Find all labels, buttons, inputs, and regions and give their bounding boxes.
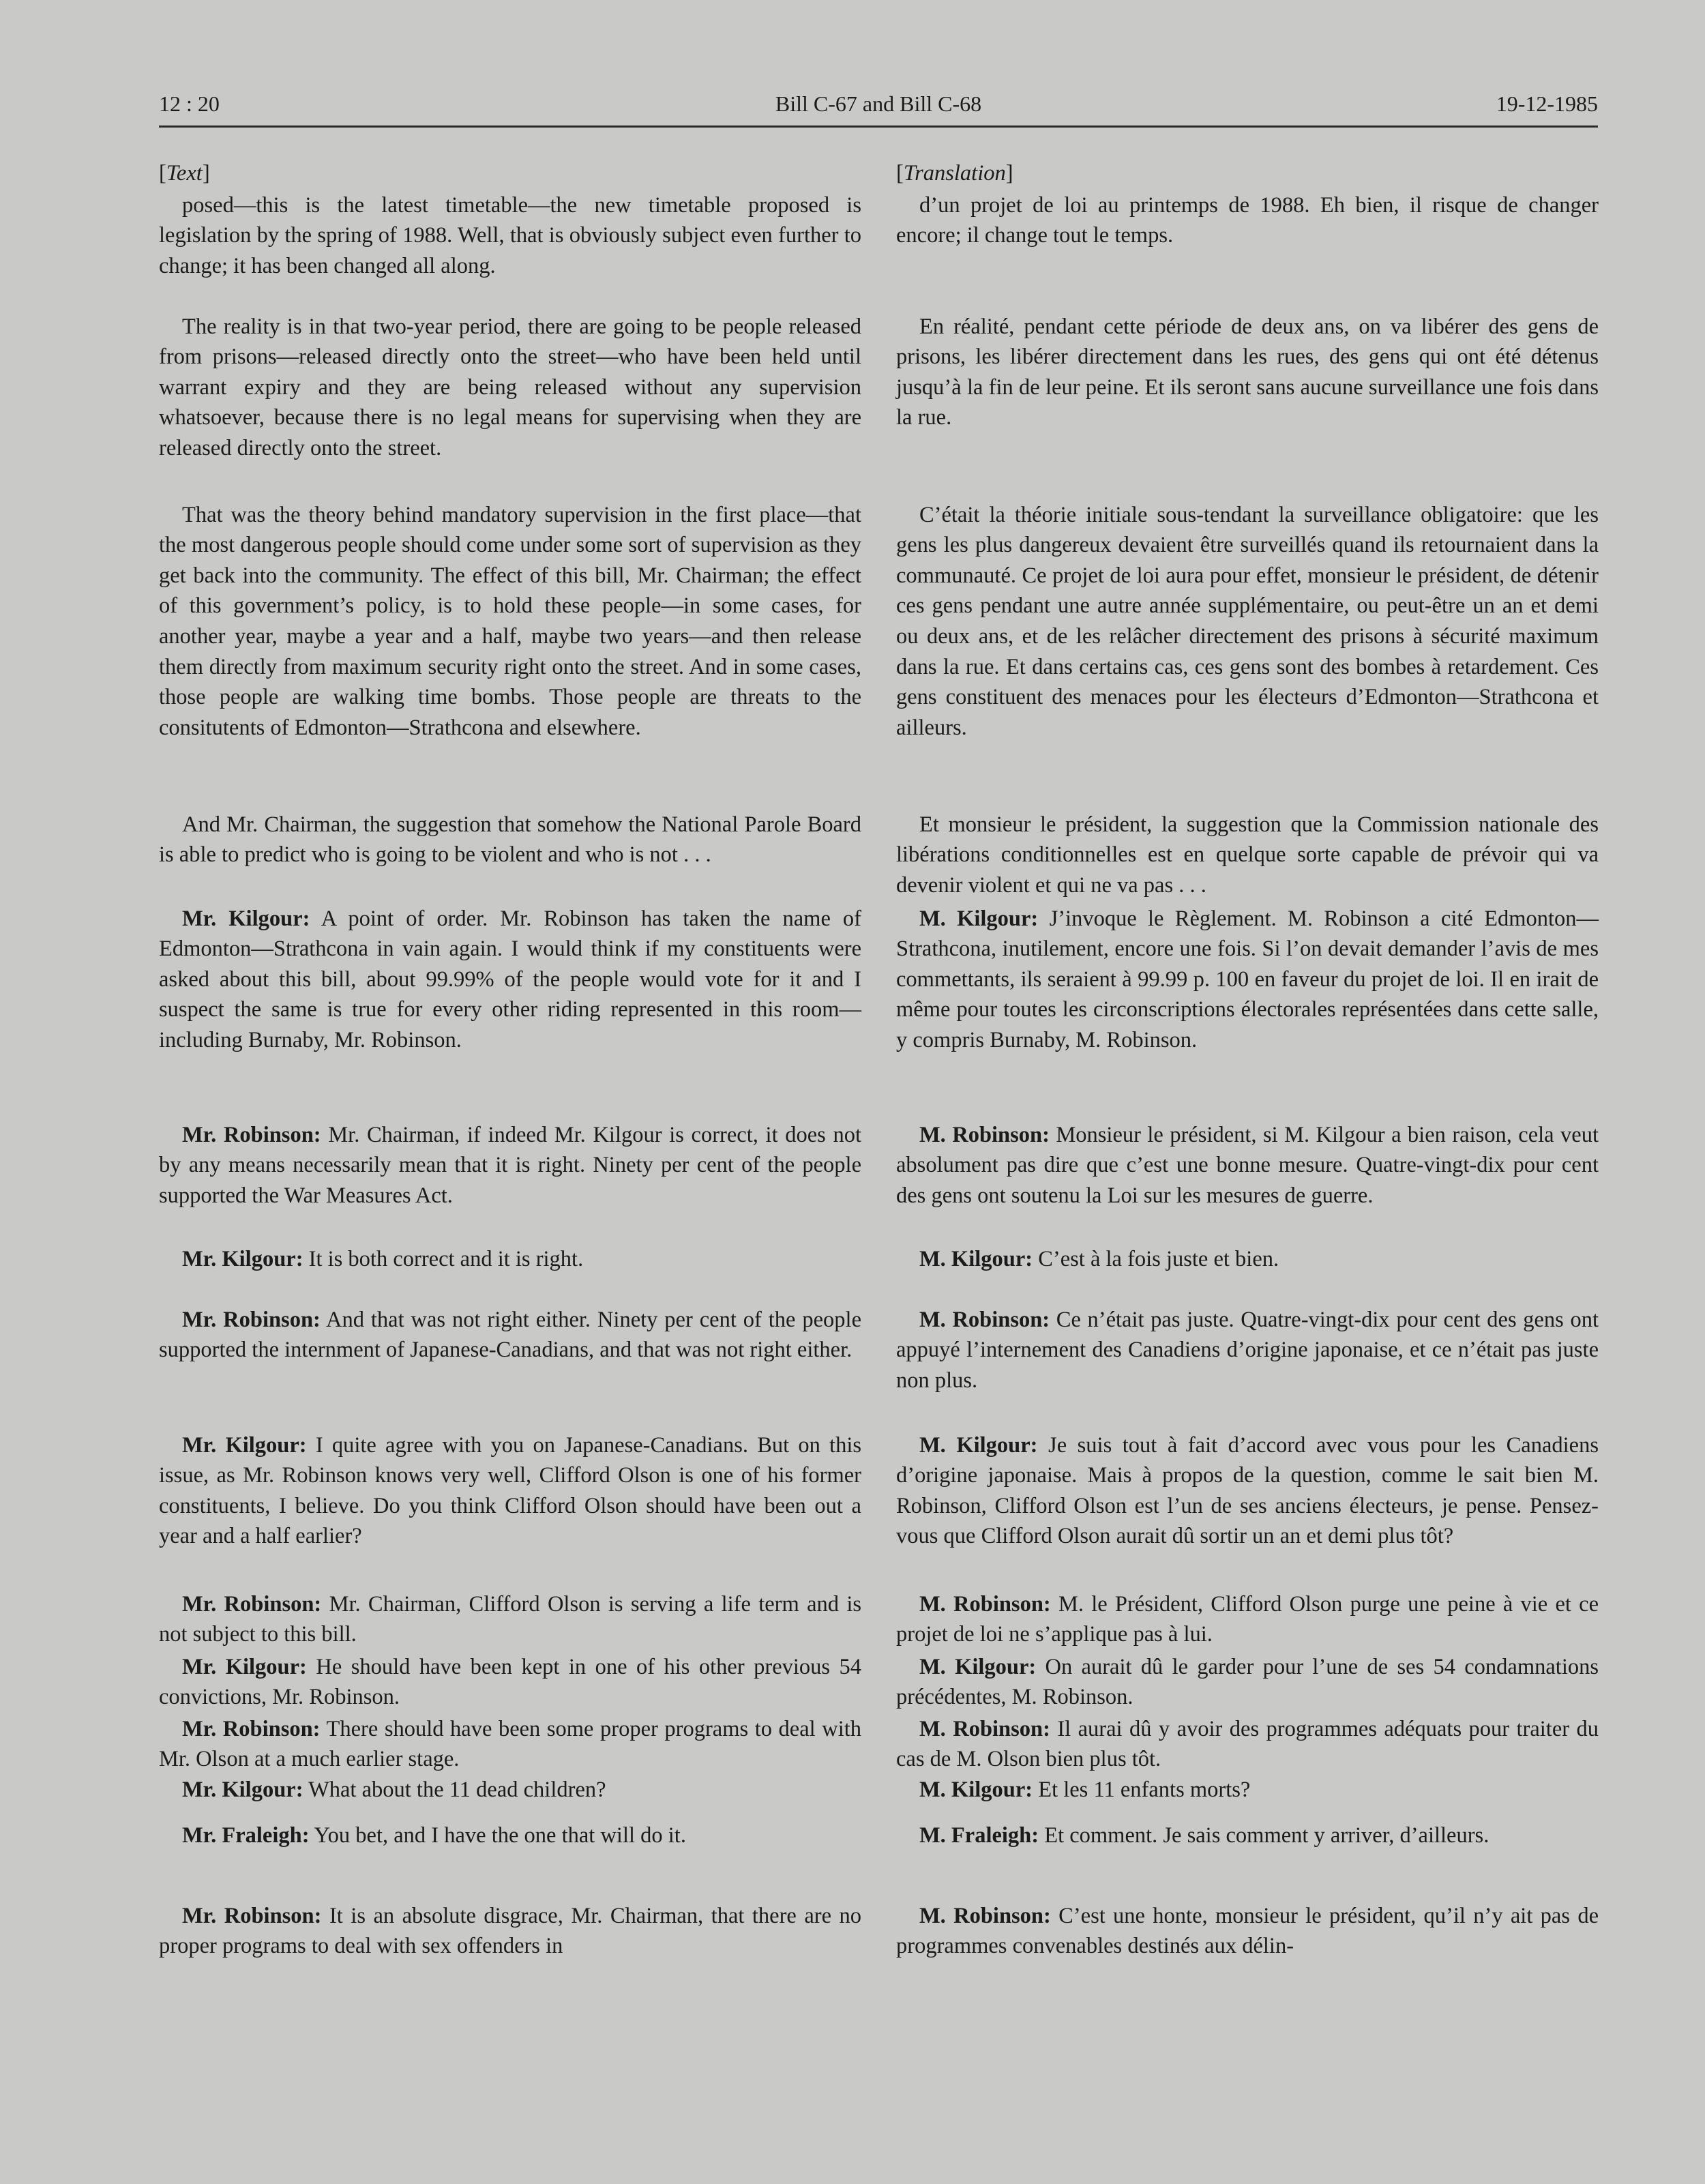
paragraph-text: C’était la théorie initiale sous-tendant la surveillance obligatoire: que les gens les plus dangereux devaient être surveillés quand ils retournaient dans la communauté. Ce projet de loi aura pour effet, monsieur le président, de détenir ces gens pendant une autre année supplémentaire, ou peut-être un an et demi ou deux ans, et de les relâcher directement des prisons à sécurité maximum dans la rue. Et dans certains cas, ces gens sont des bombes à retardement. Ces gens constituent des menaces pour les électeurs d’Edmonton—Strathcona et ailleurs. (896, 502, 1599, 740)
speaker-name: M. Fraleigh: (919, 1823, 1039, 1848)
paragraph-text: A point of order. Mr. Robinson has taken the name of Edmonton—Strathcona in vain again. I would think if my constituents were asked about this bill, about 99.99% of the people would vote for it and I suspect the same is true for every other riding represented in this room—including Burnaby, Mr. Robinson. (159, 906, 861, 1052)
speaker-paragraph (159, 1244, 861, 1275)
paragraph (159, 810, 861, 870)
paragraph-text: There should have been some proper programs to deal with Mr. Olson at a much earlier stage. (159, 1716, 862, 1772)
column-label-translation: [Translation] (896, 161, 1013, 186)
paragraph-text: Et les 11 enfants morts? (1038, 1777, 1251, 1802)
speaker-paragraph (896, 1589, 1599, 1650)
paragraph-text: d’un projet de loi au printemps de 1988. Eh bien, il risque de changer encore; il change tout le temps. (896, 192, 1599, 248)
paragraph-text: And that was not right either. Ninety per cent of the people supported the internment of Japanese-Canadians, and that was not right either. (159, 1307, 861, 1363)
paragraph-text: Et monsieur le président, la suggestion que la Commission nationale des libérations conditionnelles est en quelque sorte capable de prévoir qui va devenir violent et qui ne va pas . . . (896, 812, 1599, 898)
speaker-name: Mr. Robinson: (182, 1716, 321, 1741)
paragraph-text: Et comment. Je sais comment y arriver, d’ailleurs. (1044, 1823, 1489, 1848)
speaker-name: M. Robinson: (919, 1591, 1051, 1617)
speaker-paragraph (159, 1820, 861, 1851)
speaker-paragraph (896, 1901, 1599, 1962)
speaker-paragraph (159, 1430, 861, 1552)
column-label-text: [Text] (159, 161, 210, 186)
paragraph-text: Il aurai dû y avoir des programmes adéquats pour traiter du cas de M. Olson bien plus tôt. (896, 1716, 1599, 1772)
paragraph-text: Mr. Chairman, Clifford Olson is serving a life term and is not subject to this bill. (159, 1591, 861, 1647)
page-date: 19-12-1985 (1496, 91, 1598, 116)
paragraph-text: What about the 11 dead children? (308, 1777, 606, 1802)
paragraph (896, 810, 1599, 901)
speaker-paragraph (159, 1901, 861, 1962)
speaker-paragraph (159, 1305, 861, 1366)
speaker-paragraph (896, 1430, 1599, 1552)
paragraph-text: He should have been kept in one of his other previous 54 convictions, Mr. Robinson. (159, 1654, 862, 1710)
paragraph-text: It is both correct and it is right. (308, 1246, 584, 1271)
speaker-paragraph (896, 904, 1599, 1056)
paragraph-text: M. le Président, Clifford Olson purge une peine à vie et ce projet de loi ne s’applique pas à lui. (896, 1591, 1599, 1647)
speaker-name: Mr. Kilgour: (182, 906, 310, 931)
speaker-name: M. Robinson: (919, 1307, 1050, 1332)
english-column (159, 158, 861, 1998)
speaker-paragraph (896, 1714, 1599, 1775)
paragraph-text: That was the theory behind mandatory supervision in the first place—that the most dangerous people should come under some sort of supervision as they get back into the community. The effect of this bill, Mr. Chairman; the effect of this government’s policy, is to hold these people—in some cases, for another year, maybe a year and a half, maybe two years—and then release them directly from maximum security right onto the street. And in some cases, those people are walking time bombs. Those people are threats to the consitutents of Edmonton—Strathcona and elsewhere. (159, 502, 861, 740)
speaker-name: M. Robinson: (919, 1122, 1050, 1147)
paragraph-text: En réalité, pendant cette période de deux ans, on va libérer des gens de prisons, les libérer directement dans les rues, des gens qui ont été détenus jusqu’à la fin de leur peine. Et ils seront sans aucune surveillance une fois dans la rue. (896, 314, 1599, 430)
paragraph-text: I quite agree with you on Japanese-Canadians. But on this issue, as Mr. Robinson knows very well, Clifford Olson is one of his former constituents, I believe. Do you think Clifford Olson should have been out a year and a half earlier? (159, 1432, 862, 1549)
speaker-paragraph (159, 904, 861, 1056)
speaker-name: Mr. Kilgour: (182, 1246, 303, 1271)
speaker-name: M. Kilgour: (919, 1777, 1033, 1802)
paragraph (896, 500, 1599, 743)
speaker-name: M. Kilgour: (919, 906, 1039, 931)
page-title: Bill C-67 and Bill C-68 (775, 91, 982, 116)
speaker-name: M. Robinson: (919, 1716, 1050, 1741)
paragraph (896, 312, 1599, 433)
paragraph (159, 312, 861, 464)
paragraph-text: Mr. Chairman, if indeed Mr. Kilgour is correct, it does not by any means necessarily mean that it is right. Ninety per cent of the people supported the War Measures Act. (159, 1122, 862, 1208)
paragraph-text: posed—this is the latest timetable—the new timetable proposed is legislation by the spring of 1988. Well, that is obviously subject even further to change; it has been changed all along. (159, 192, 861, 278)
speaker-paragraph (159, 1120, 861, 1211)
speaker-paragraph (896, 1305, 1599, 1396)
speaker-name: Mr. Robinson: (182, 1307, 321, 1332)
speaker-paragraph (159, 1652, 861, 1713)
paragraph-text: C’est une honte, monsieur le président, qu’il n’y ait pas de programmes convenables destinés aux délin- (896, 1903, 1599, 1959)
paragraph (159, 190, 861, 282)
speaker-paragraph (896, 1775, 1599, 1805)
paragraph-text: Je suis tout à fait d’accord avec vous pour les Canadiens d’origine japonaise. Mais à propos de la question, comme le sait bien M. Robinson, Clifford Olson est l’un de ses anciens électeurs, je pense. Pensez-vous que Clifford Olson aurait dû sortir un an et demi plus tôt? (896, 1432, 1599, 1549)
paragraph-text: You bet, and I have the one that will do it. (314, 1823, 686, 1848)
speaker-name: Mr. Robinson: (182, 1122, 321, 1147)
paragraph (896, 190, 1599, 251)
paragraph-text: J’invoque le Règlement. M. Robinson a cité Edmonton—Strathcona, inutilement, encore une fois. Si l’on devait demander l’avis de mes commettants, ils seraient à 99.99 p. 100 en faveur du projet de loi. Il en irait de même pour toutes les circonscriptions électorales représentées dans cette salle, y compris Burnaby, M. Robinson. (896, 906, 1599, 1052)
speaker-name: M. Kilgour: (919, 1432, 1038, 1458)
paragraph-text: On aurait dû le garder pour l’une de ses 54 condamnations précédentes, M. Robinson. (896, 1654, 1599, 1710)
paragraph-text: Monsieur le président, si M. Kilgour a bien raison, cela veut absolument pas dire que c’est une bonne mesure. Quatre-vingt-dix pour cent des gens ont soutenu la Loi sur les mesures de guerre. (896, 1122, 1599, 1208)
speaker-name: Mr. Robinson: (182, 1591, 322, 1617)
speaker-paragraph (896, 1820, 1599, 1851)
speaker-paragraph (896, 1652, 1599, 1713)
speaker-paragraph (896, 1120, 1599, 1211)
paragraph-text: The reality is in that two-year period, there are going to be people released from prisons—released directly onto the street—who have been held until warrant expiry and they are being released without any supervision whatsoever, because there is no legal means for supervising when they are released directly onto the street. (159, 314, 861, 460)
paragraph-text: And Mr. Chairman, the suggestion that somehow the National Parole Board is able to predict who is going to be violent and who is not . . . (159, 812, 861, 868)
paragraph-text: Ce n’était pas juste. Quatre-vingt-dix pour cent des gens ont appuyé l’internement des Canadiens d’origine japonaise, et ce n’était pas juste non plus. (896, 1307, 1599, 1393)
speaker-name: Mr. Robinson: (182, 1903, 322, 1928)
speaker-paragraph (896, 1244, 1599, 1275)
page-header (159, 87, 1598, 123)
speaker-paragraph (159, 1589, 861, 1650)
page-number: 12 : 20 (159, 91, 220, 116)
speaker-paragraph (159, 1775, 861, 1805)
header-rule (159, 126, 1598, 128)
speaker-name: Mr. Kilgour: (182, 1654, 307, 1679)
speaker-name: Mr. Fraleigh: (182, 1823, 310, 1848)
paragraph (159, 500, 861, 743)
speaker-name: Mr. Kilgour: (182, 1432, 307, 1458)
french-column (896, 158, 1599, 1998)
speaker-name: M. Kilgour: (919, 1246, 1033, 1271)
paragraph-text: It is an absolute disgrace, Mr. Chairman, that there are no proper programs to deal with sex offenders in (159, 1903, 862, 1959)
paragraph-text: C’est à la fois juste et bien. (1038, 1246, 1279, 1271)
speaker-paragraph (159, 1714, 861, 1775)
speaker-name: M. Robinson: (919, 1903, 1051, 1928)
speaker-name: M. Kilgour: (919, 1654, 1037, 1679)
speaker-name: Mr. Kilgour: (182, 1777, 303, 1802)
